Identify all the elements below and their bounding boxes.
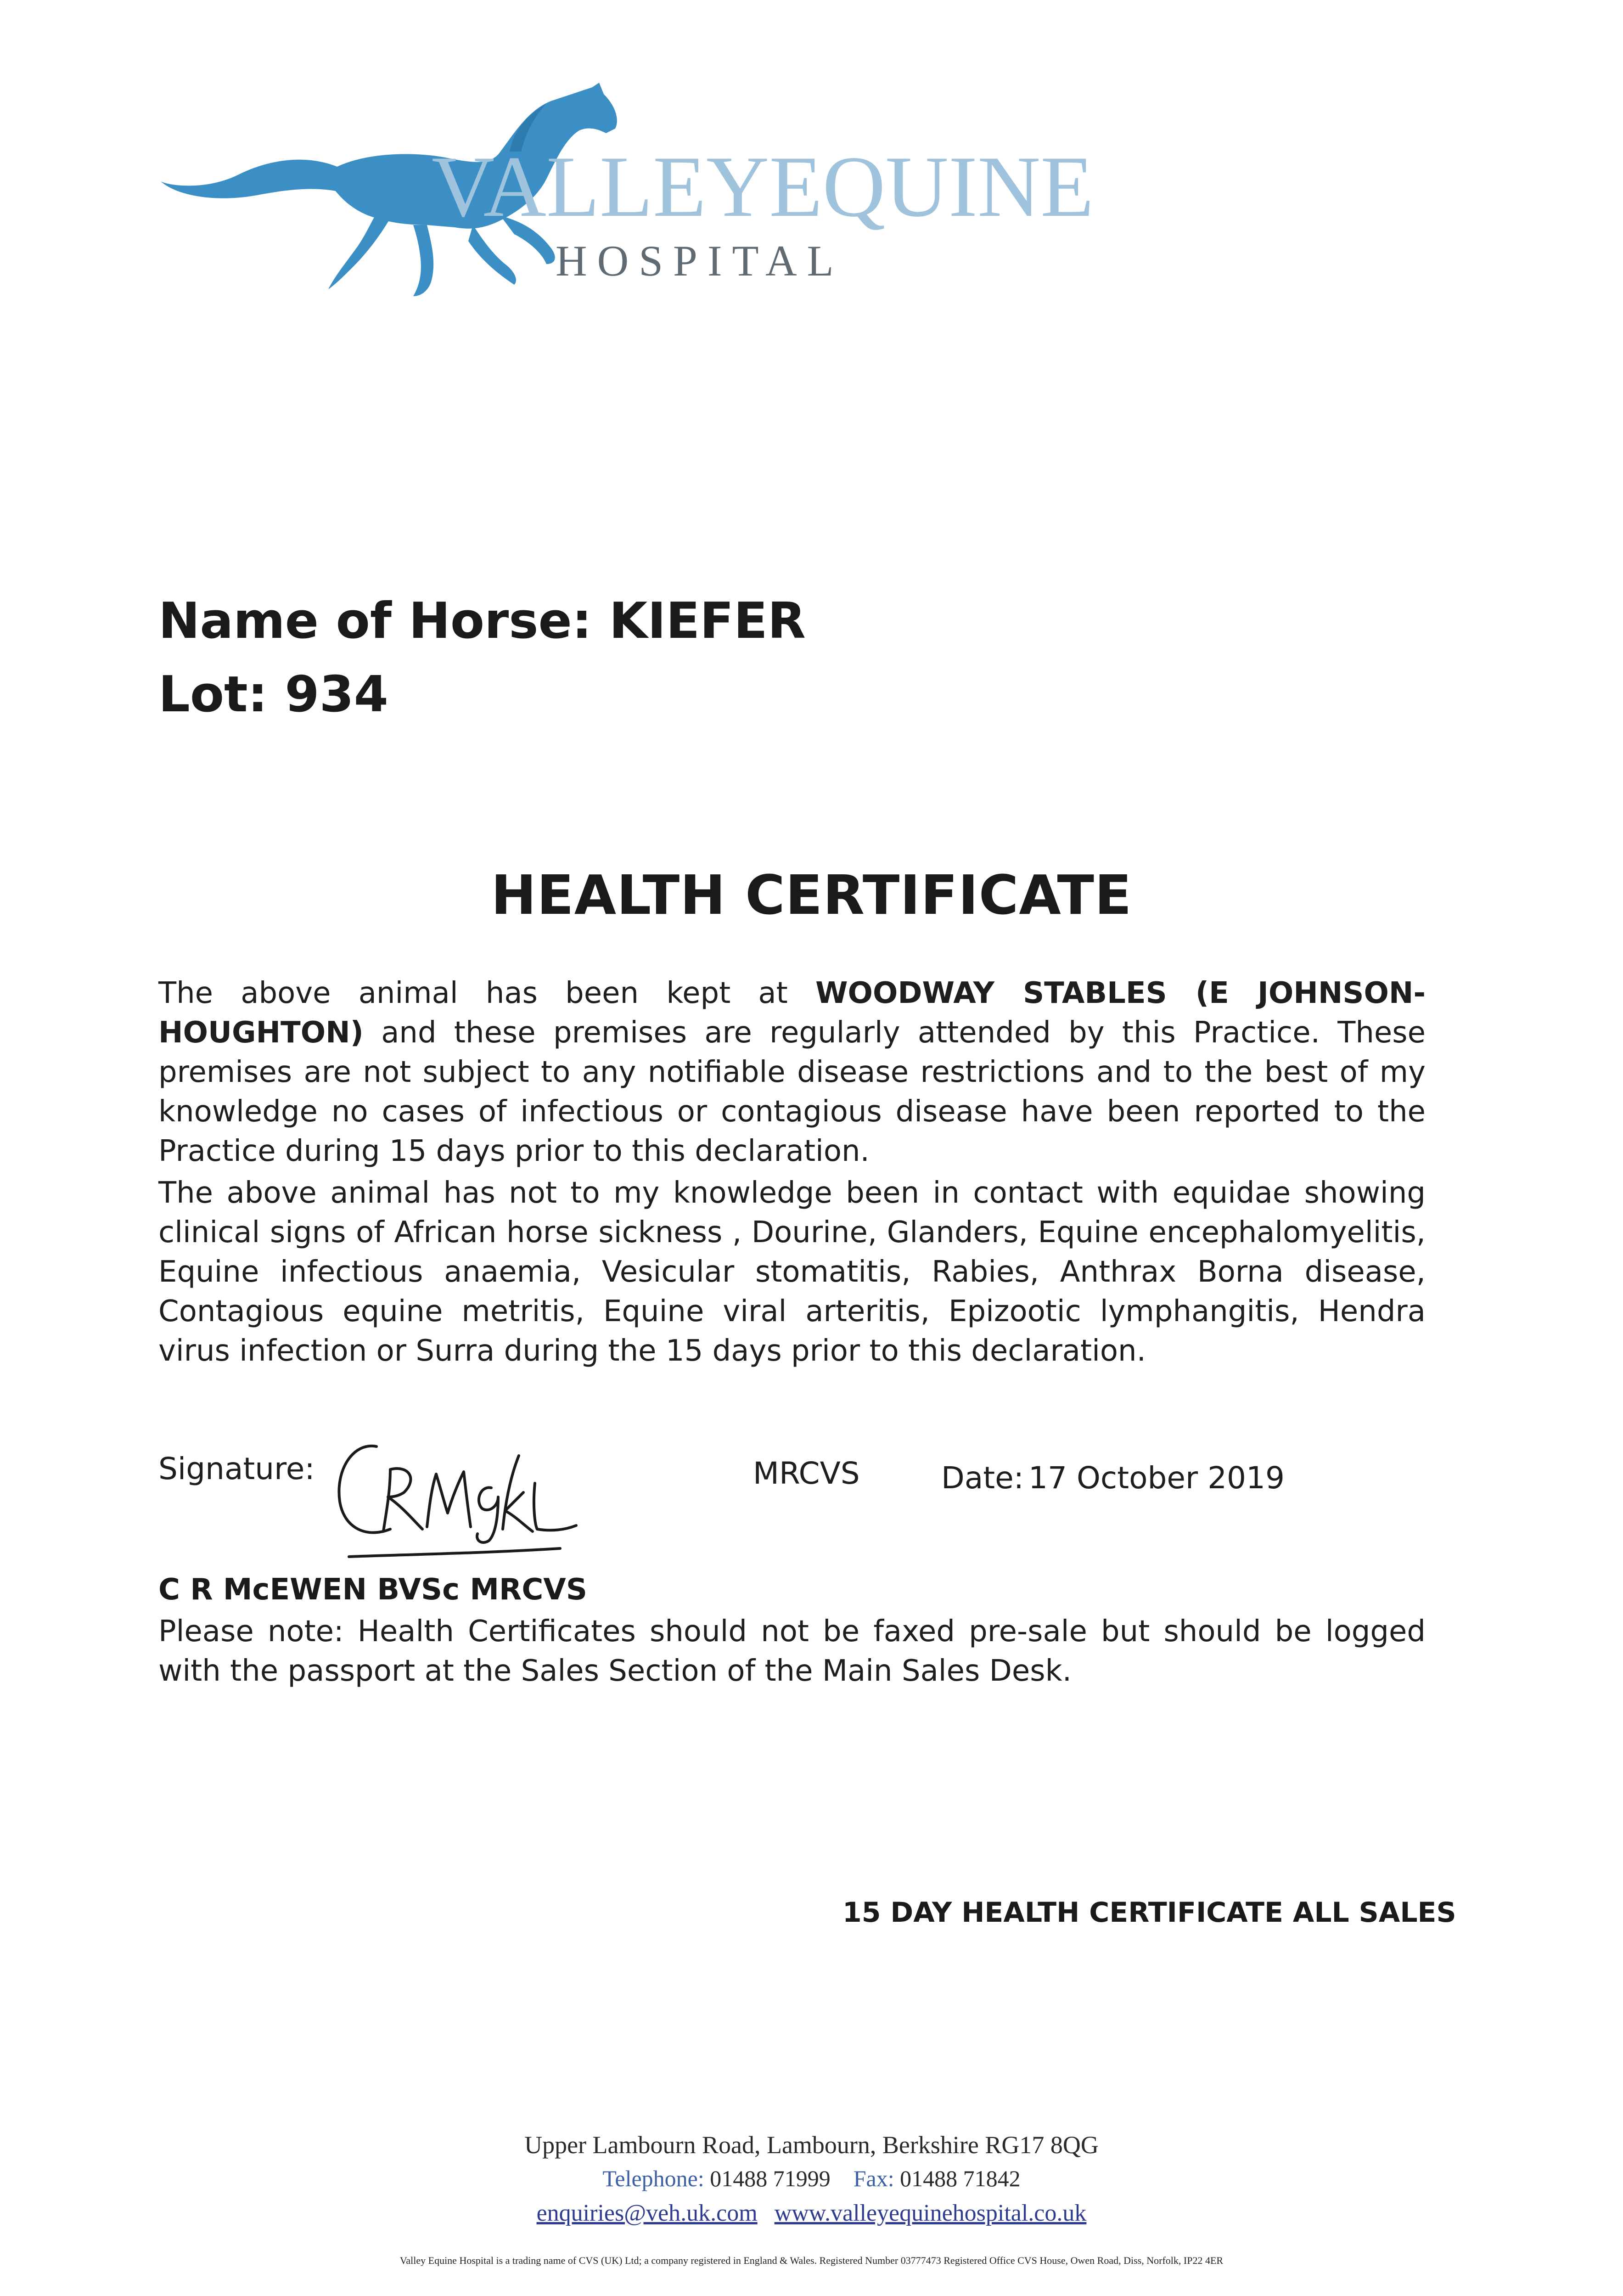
fax-number: 01488 71842	[900, 2166, 1021, 2191]
lot-number: Lot: 934	[158, 666, 388, 723]
premises-text-start: The above animal has been kept at	[158, 976, 815, 1010]
email-link[interactable]: enquiries@veh.uk.com	[536, 2200, 758, 2226]
please-note: Please note: Health Certificates should not be faxed pre-sale but should be logged with the passport at the Sales Section of the Main Sales Desk.	[158, 1615, 1426, 1688]
logo-wordmark: VALLEYEQUINE	[432, 139, 1094, 235]
footer-address: Upper Lambourn Road, Lambourn, Berkshire RG17 8QG	[524, 2131, 1099, 2159]
website-link[interactable]: www.valleyequinehospital.co.uk	[774, 2200, 1087, 2226]
fax-label: Fax:	[853, 2166, 894, 2191]
certificate-title: HEALTH CERTIFICATE	[491, 863, 1132, 927]
disease-contact-declaration: The above animal has not to my knowledge been in contact with equidae showing clinical signs of African horse sickness , Dourine, Glanders, Equine encephalomyelitis, Equine infectious anaemia, Vesicular stomatitis, Rabies, Anthrax Borna disease, Contagious equine metritis, Equine viral arteritis, Epizootic lymphangitis, Hendra virus infection or Surra during the 15 days prior to this declaration.	[158, 1176, 1426, 1368]
logo-subtitle: HOSPITAL	[556, 236, 844, 285]
footer-contact	[0, 2165, 1623, 2192]
premises-declaration	[158, 974, 1426, 1171]
handwritten-signature	[321, 1428, 578, 1566]
telephone-number: 01488 71999	[710, 2166, 831, 2191]
stables-name: WOODWAY STABLES (E JOHNSON-HOUGHTON)	[158, 976, 1426, 1050]
date-label: Date:	[941, 1460, 1024, 1496]
valley-equine-hospital-logo	[152, 83, 1094, 298]
vet-name: C R McEWEN BVSc MRCVS	[158, 1573, 587, 1607]
premises-text-end: and these premises are regularly attended by this Practice. These premises are not subject to any notifiable disease restrictions and to the best of my knowledge no cases of infectious or contagious disease have been reported to the Practice during 15 days prior to this declaration.	[158, 1016, 1426, 1168]
horse-name: Name of Horse: KIEFER	[158, 592, 806, 650]
mrcvs-label: MRCVS	[753, 1456, 860, 1491]
signature-label: Signature:	[158, 1451, 315, 1486]
date-value: 17 October 2019	[1028, 1460, 1285, 1496]
certificate-type: 15 DAY HEALTH CERTIFICATE ALL SALES	[842, 1896, 1456, 1929]
telephone-label: Telephone:	[602, 2166, 704, 2191]
footer-links	[0, 2200, 1623, 2227]
footer-legal: Valley Equine Hospital is a trading name of CVS (UK) Ltd; a company registered in England & Wales. Registered Number 03777473 Registered Office CVS House, Owen Road, Diss, Norfolk, IP22 4ER	[399, 2255, 1224, 2266]
